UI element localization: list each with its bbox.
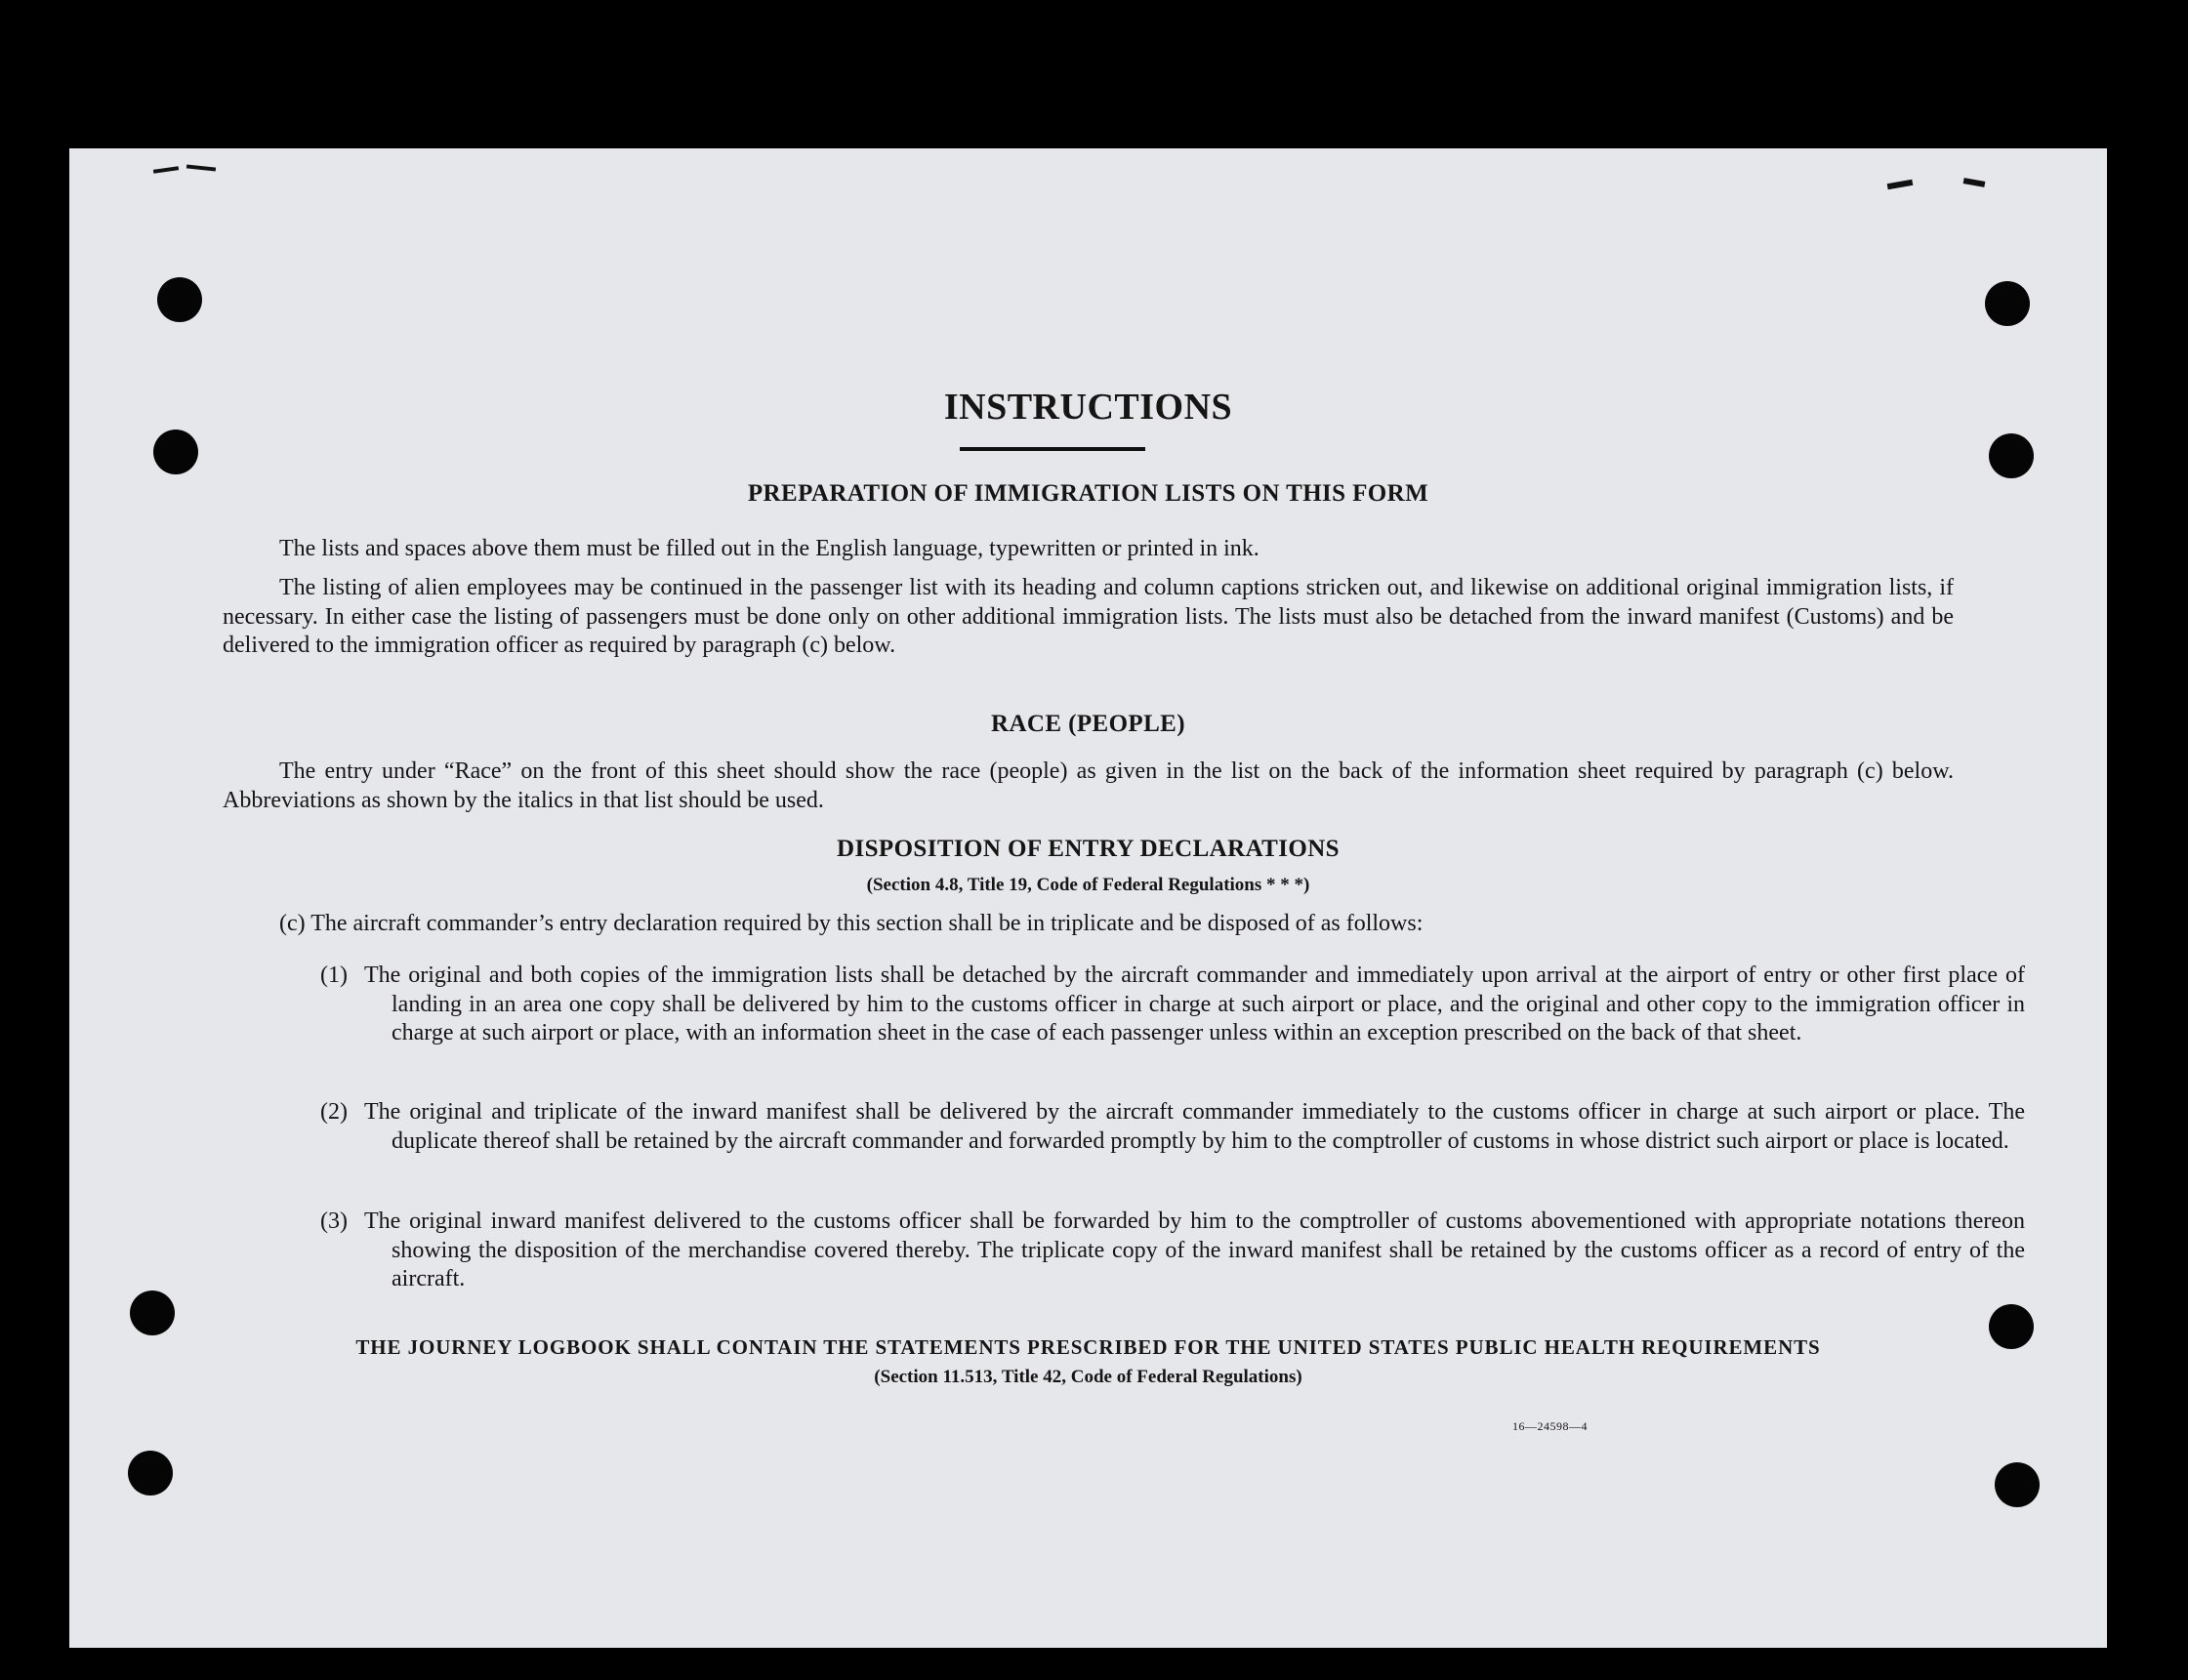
disposition-heading: DISPOSITION OF ENTRY DECLARATIONS — [837, 836, 1340, 862]
preparation-paragraph-1: The lists and spaces above them must be filled out in the English language, typewritten or printed in ink. — [279, 536, 1259, 561]
race-paragraph: The entry under “Race” on the front of this sheet should show the race (people) as given in the list on the back of the information sheet required by paragraph (c) below. Abbreviations as shown by the italics in that list should be used. — [223, 758, 1954, 813]
document-page — [69, 148, 2107, 1648]
health-citation: (Section 11.513, Title 42, Code of Federal Regulations) — [874, 1367, 1302, 1387]
item-number: (2) — [320, 1099, 348, 1125]
disposition-intro: (c) The aircraft commander’s entry declaration required by this section shall be in triplicate and be disposed of as follows: — [279, 911, 1424, 936]
preparation-heading: PREPARATION OF IMMIGRATION LISTS ON THIS FORM — [747, 480, 1429, 507]
disposition-item-3 — [320, 1208, 2025, 1294]
item-text: The original inward manifest delivered to the customs officer shall be forwarded by him to the comptroller of customs abovementioned with appropriate notations thereon showing the disposition of the merchandise covered thereby. The triplicate copy of the inward manifest shall be retained by the customs officer as a record of entry of the aircraft. — [364, 1209, 2025, 1291]
title-underline — [960, 447, 1145, 451]
item-text: The original and both copies of the immigration lists shall be detached by the aircraft commander and immediately upon arrival at the airport of entry or other first place of landing in an area one copy shall be delivered by him to the customs officer in charge at such airport or place, and the original and other copy to the immigration officer in charge at such airport or place, with an information sheet in the case of each passenger unless within an exception prescribed on the back of that sheet. — [364, 963, 2025, 1045]
disposition-item-2 — [320, 1098, 2025, 1156]
item-text: The original and triplicate of the inward manifest shall be delivered by the aircraft commander immediately to the customs officer in charge at such airport or place. The duplicate thereof shall be retained by the aircraft commander and forwarded promptly by him to the comptroller of customs in whose district such airport or place is located. — [364, 1099, 2025, 1154]
form-number: 16—24598—4 — [1512, 1419, 1588, 1433]
disposition-citation: (Section 4.8, Title 19, Code of Federal Regulations * * *) — [866, 875, 1310, 895]
page-title: INSTRUCTIONS — [943, 387, 1233, 428]
health-statement: THE JOURNEY LOGBOOK SHALL CONTAIN THE STATEMENTS PRESCRIBED FOR THE UNITED STATES PUBLIC HEALTH REQUIREMENTS — [355, 1335, 1821, 1359]
preparation-paragraph-2: The listing of alien employees may be continued in the passenger list with its heading and column captions stricken out, and likewise on additional original immigration lists, if necessary. In either case the listing of passengers must be done only on other additional immigration lists. The lists must also be detached from the inward manifest (Customs) and be delivered to the immigration officer as required by paragraph (c) below. — [223, 575, 1954, 658]
race-heading: RACE (PEOPLE) — [991, 711, 1185, 737]
disposition-item-1 — [320, 962, 2025, 1048]
item-number: (3) — [320, 1209, 348, 1234]
item-number: (1) — [320, 963, 348, 988]
instructions-content — [69, 148, 2107, 1648]
